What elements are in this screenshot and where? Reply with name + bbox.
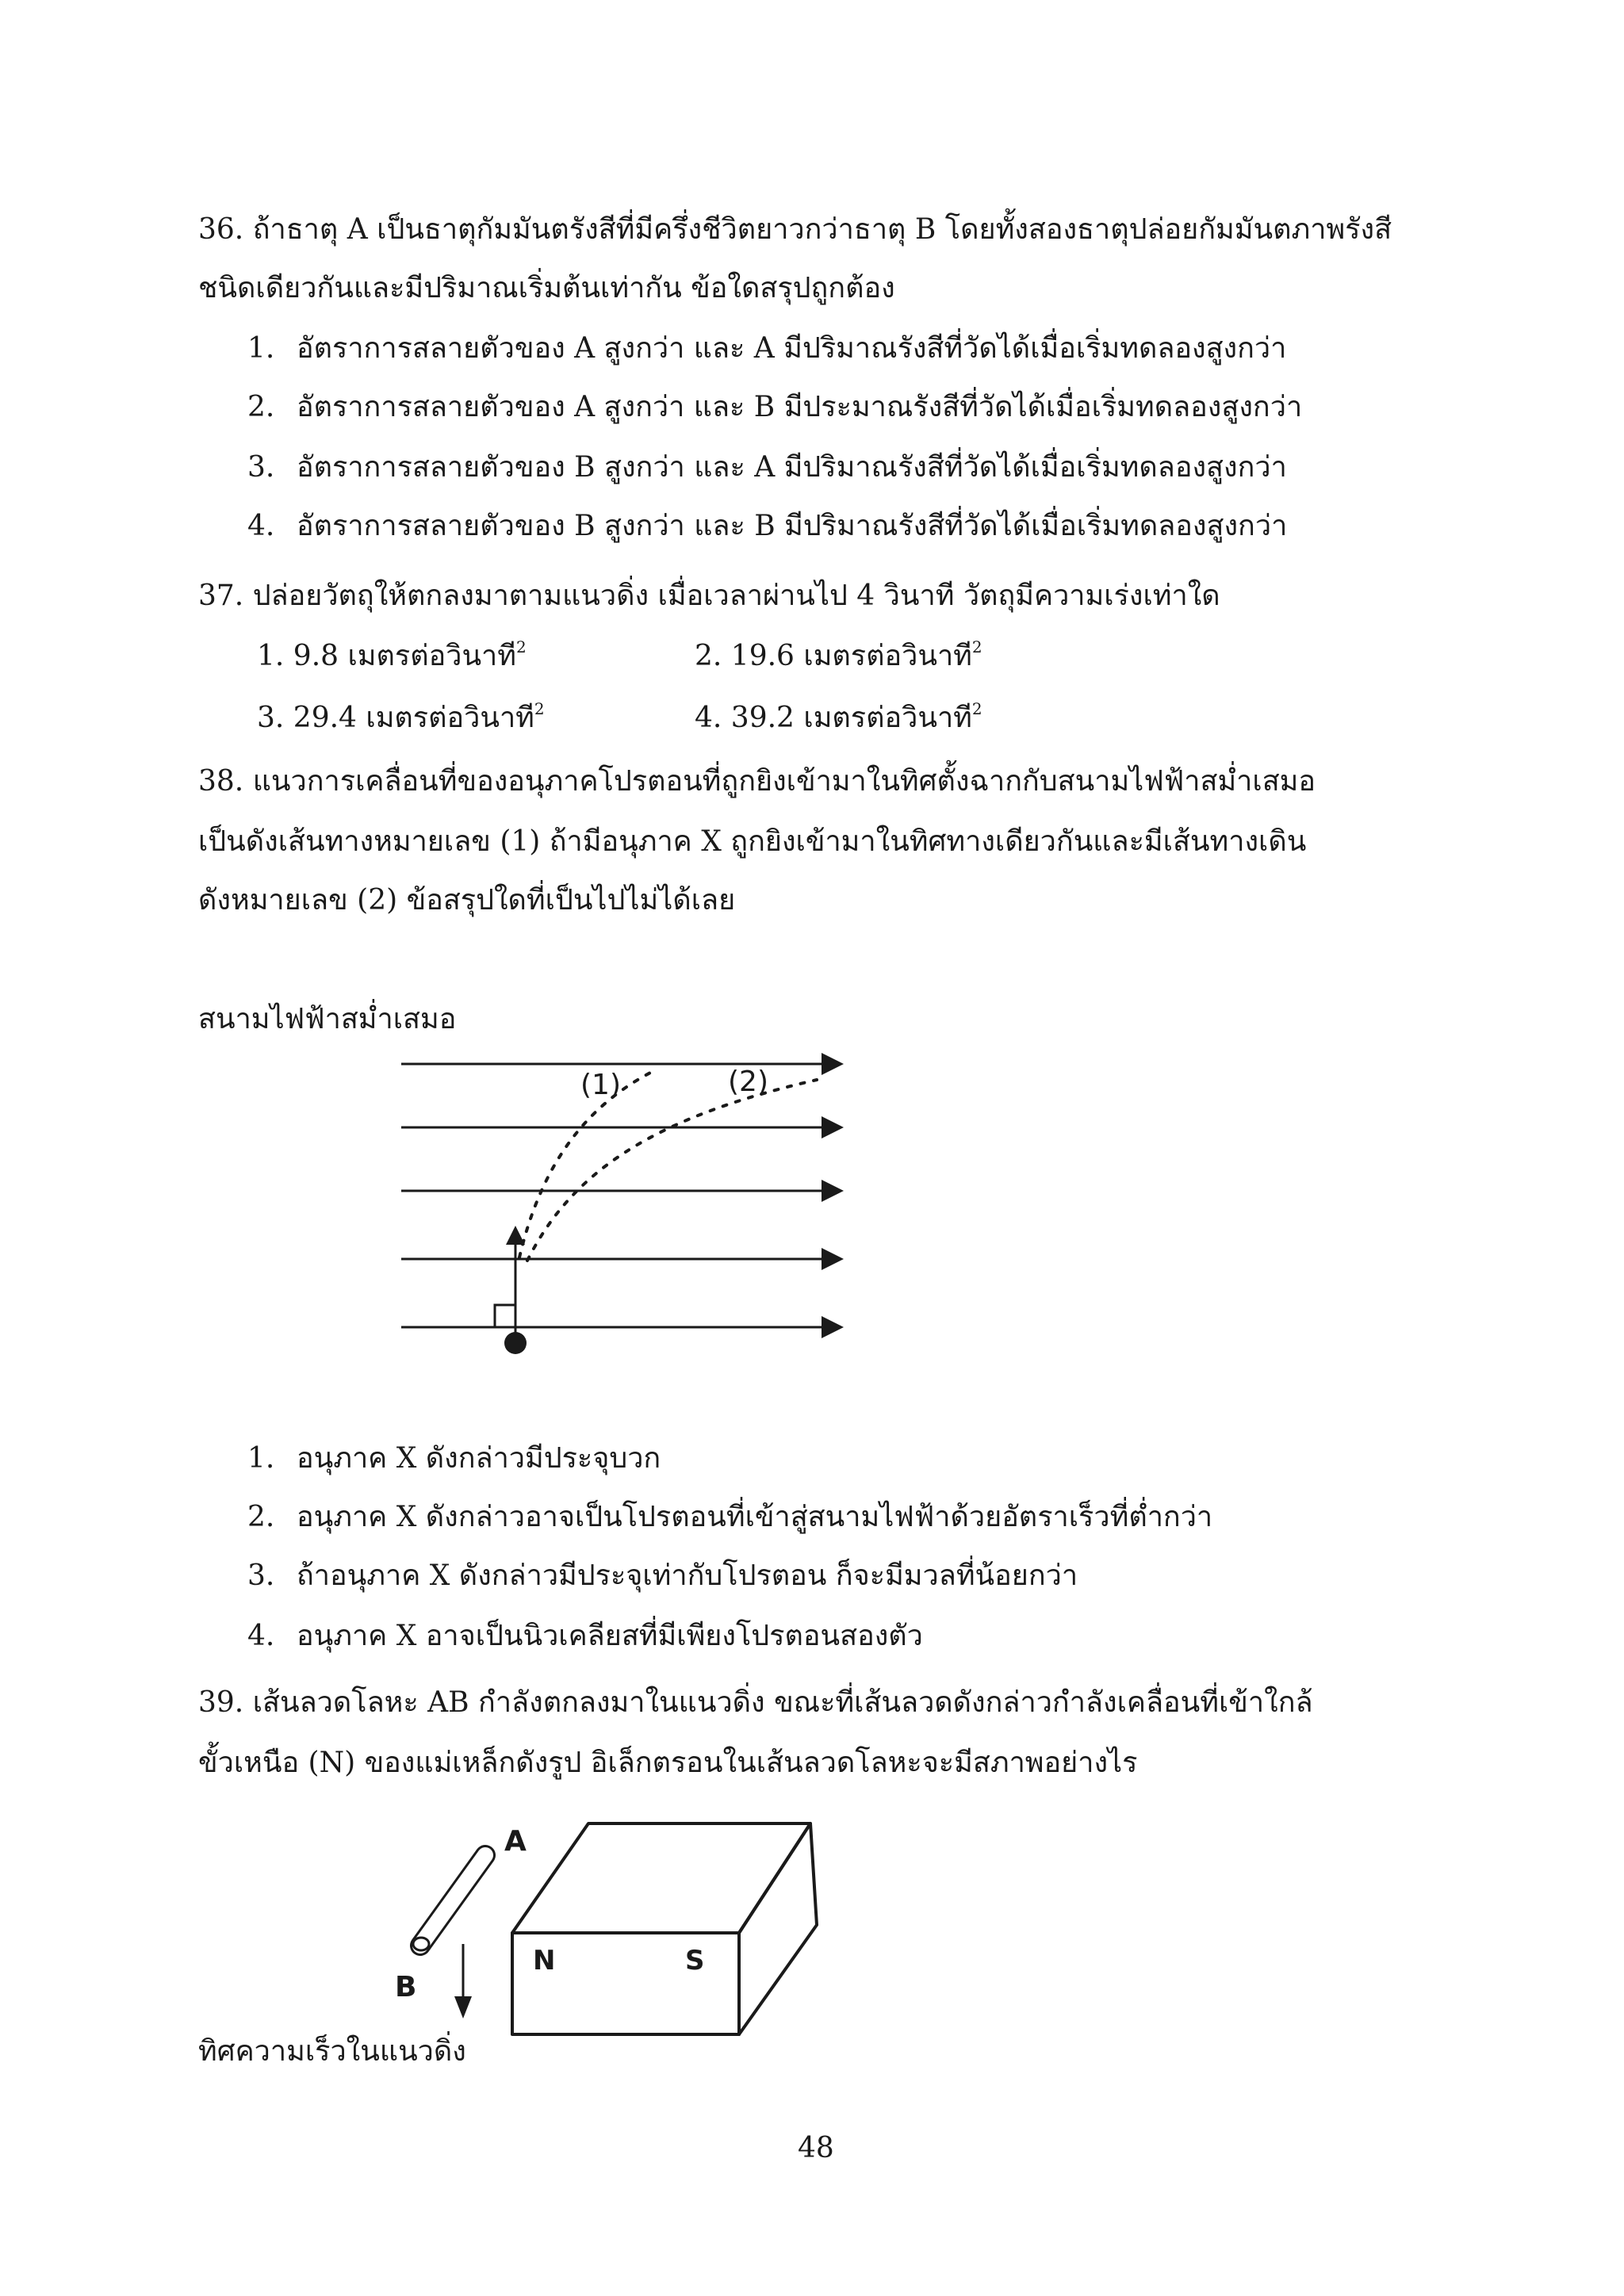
- q38-option-2-number: 2.: [247, 1501, 275, 1533]
- q36-option-1-number: 1.: [247, 332, 275, 365]
- q39-stem-line2: ขั้วเหนือ (N) ของแม่เหล็กดังรูป อิเล็กตรอนในเส้นลวดโลหะจะมีสภาพอย่างไร: [198, 1747, 1138, 1779]
- q38-stem-line2: เป็นดังเส้นทางหมายเลข (1) ถ้ามีอนุภาค X ถูกยิงเข้ามาในทิศทางเดียวกันและมีเส้นทางเดิน: [198, 825, 1307, 858]
- q38-option-2-text: อนุภาค X ดังกล่าวอาจเป็นโปรตอนที่เข้าสู่สนามไฟฟ้าด้วยอัตราเร็วที่ต่ำกว่า: [297, 1501, 1213, 1533]
- wire-label-b: B: [395, 1971, 417, 2003]
- q37-stem: 37. ปล่อยวัตถุให้ตกลงมาตามแนวดิ่ง เมื่อเวลาผ่านไป 4 วินาที วัตถุมีความเร่งเท่าใด: [198, 580, 1220, 612]
- q38-option-1-text: อนุภาค X ดังกล่าวมีประจุบวก: [297, 1442, 661, 1475]
- q37-option-1-exponent: 2: [516, 637, 527, 656]
- q38-stem-line1: 38. แนวการเคลื่อนที่ของอนุภาคโปรตอนที่ถูกยิงเข้ามาในทิศตั้งฉากกับสนามไฟฟ้าสม่ำเสมอ: [198, 765, 1316, 798]
- q37-option-2-exponent: 2: [971, 637, 982, 656]
- path-1-label: (1): [580, 1069, 621, 1101]
- q36-option-1-text: อัตราการสลายตัวของ A สูงกว่า และ A มีปริมาณรังสีที่วัดได้เมื่อเริ่มทดลองสูงกว่า: [297, 332, 1287, 365]
- q37-option-3-exponent: 2: [534, 699, 545, 718]
- magnet-pole-n: N: [533, 1945, 556, 1976]
- q36-stem-line1: 36. ถ้าธาตุ A เป็นธาตุกัมมันตรังสีที่มีครึ่งชีวิตยาวกว่าธาตุ B โดยทั้งสองธาตุปล่อยกัมมันตภาพรังสี: [198, 213, 1392, 246]
- path-2-label: (2): [728, 1066, 768, 1098]
- q38-option-1-number: 1.: [247, 1442, 275, 1475]
- q36-option-4-text: อัตราการสลายตัวของ B สูงกว่า และ B มีปริมาณรังสีที่วัดได้เมื่อเริ่มทดลองสูงกว่า: [297, 510, 1288, 542]
- q39-stem-line1: 39. เส้นลวดโลหะ AB กำลังตกลงมาในแนวดิ่ง ขณะที่เส้นลวดดังกล่าวกำลังเคลื่อนที่เข้าใกล้: [198, 1686, 1313, 1719]
- wire-label-a: A: [504, 1825, 527, 1858]
- q38-option-3-text: ถ้าอนุภาค X ดังกล่าวมีประจุเท่ากับโปรตอน ก็จะมีมวลที่น้อยกว่า: [297, 1559, 1078, 1592]
- q36-stem-line2: ชนิดเดียวกันและมีปริมาณเริ่มต้นเท่ากัน ข้อใดสรุปถูกต้อง: [198, 272, 895, 304]
- q37-option-4-text: 4. 39.2 เมตรต่อวินาที: [695, 702, 972, 734]
- magnet-top-face: [512, 1823, 810, 1933]
- q36-option-2-text: อัตราการสลายตัวของ A สูงกว่า และ B มีประมาณรังสีที่วัดได้เมื่อเริ่มทดลองสูงกว่า: [297, 391, 1303, 423]
- q38-option-4-text: อนุภาค X อาจเป็นนิวเคลียสที่มีเพียงโปรตอนสองตัว: [297, 1620, 923, 1652]
- q36-option-4-number: 4.: [247, 510, 275, 542]
- velocity-arrow-down-icon: [454, 1996, 472, 2019]
- q38-stem-line3: ดังหมายเลข (2) ข้อสรุปใดที่เป็นไปไม่ได้เลย: [198, 884, 736, 916]
- q37-option-3-text: 3. 29.4 เมตรต่อวินาที: [257, 702, 534, 734]
- magnet-side-face: [739, 1823, 817, 2034]
- wire-ab: [413, 1855, 485, 1950]
- q37-option-1-text: 1. 9.8 เมตรต่อวินาที: [257, 640, 517, 672]
- q37-option-4-exponent: 2: [971, 699, 982, 718]
- magnet-pole-s: S: [685, 1945, 705, 1976]
- q37-option-2-text: 2. 19.6 เมตรต่อวินาที: [695, 640, 972, 672]
- q38-option-4-number: 4.: [247, 1620, 275, 1652]
- q36-option-3-text: อัตราการสลายตัวของ B สูงกว่า และ A มีปริมาณรังสีที่วัดได้เมื่อเริ่มทดลองสูงกว่า: [297, 451, 1287, 484]
- q38-option-3-number: 3.: [247, 1559, 275, 1592]
- field-label: สนามไฟฟ้าสม่ำเสมอ: [198, 1003, 457, 1035]
- q36-option-3-number: 3.: [247, 451, 275, 484]
- page-number: 48: [798, 2132, 834, 2164]
- velocity-caption: ทิศความเร็วในแนวดิ่ง: [198, 2035, 466, 2068]
- q36-option-2-number: 2.: [247, 391, 275, 423]
- bar-magnet: [512, 1823, 817, 2034]
